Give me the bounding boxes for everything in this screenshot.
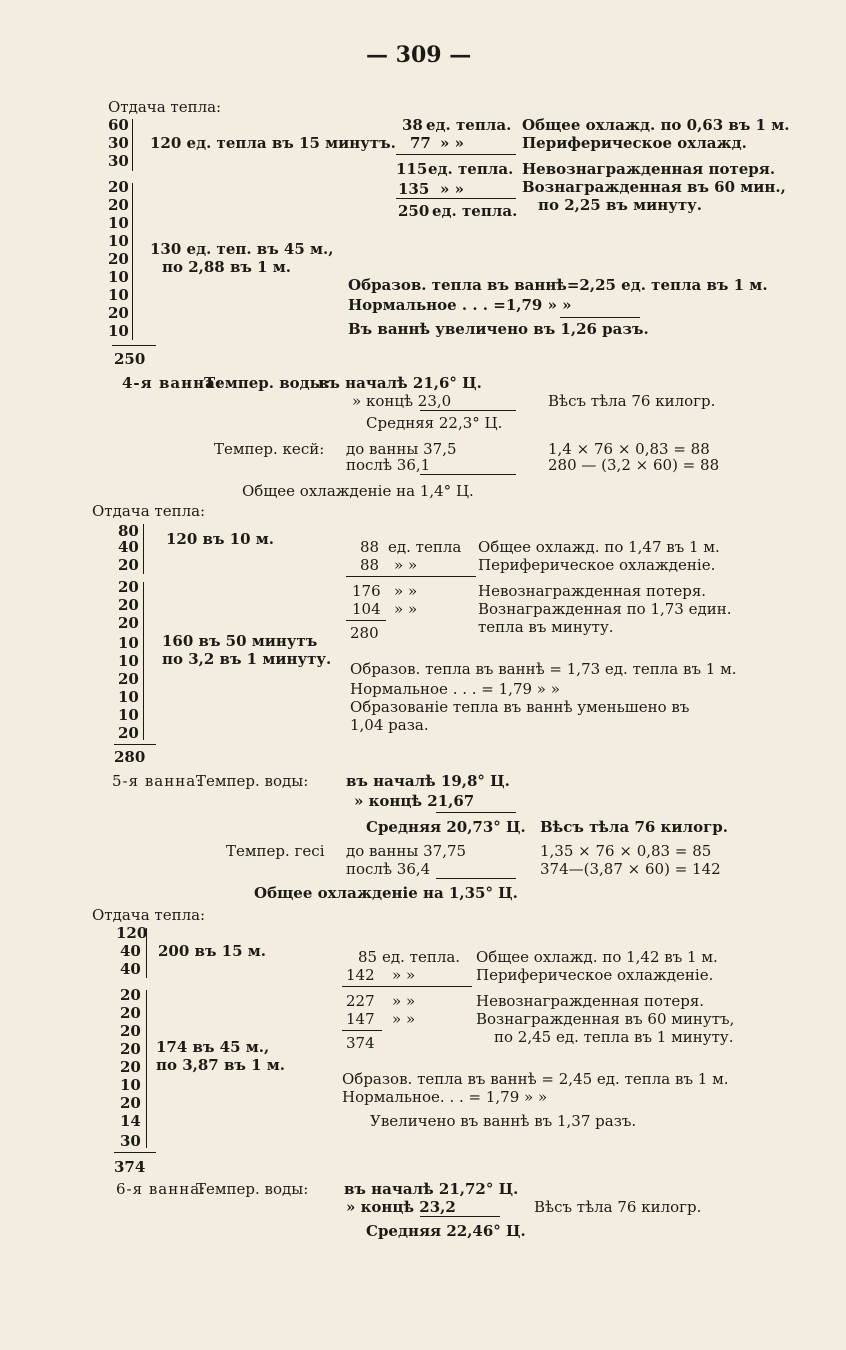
bath-title: 5-я ванна:: [112, 772, 203, 790]
calc-unit: » »: [392, 992, 416, 1010]
water-temp-start: въ началѣ 21,72° Ц.: [344, 1180, 519, 1198]
calc-desc: Общее охлажд. по 0,63 въ 1 м.: [522, 116, 790, 134]
left-value: 30: [108, 152, 129, 170]
body-weight: Вѣсъ тѣла 76 килогр.: [534, 1198, 702, 1216]
left-value: 20: [120, 1058, 141, 1076]
body-temp-after: послѣ 36,4: [346, 860, 431, 878]
heat-formation: Образов. тепла въ ваннѣ=2,25 ед. тепла въ 1 м.: [348, 276, 768, 294]
body-temp-label: Темпер. гесі: [226, 842, 325, 860]
left-value: 20: [108, 196, 129, 214]
calc-num: 88: [360, 538, 380, 556]
calc-num: 147: [346, 1010, 375, 1028]
calc-desc: Вознагражденная въ 60 мин.,: [522, 178, 786, 196]
water-temp-end: » концѣ 21,67: [354, 792, 475, 810]
rule: [420, 410, 516, 411]
calc-unit: » »: [394, 582, 418, 600]
calc-desc: Вознагражденная въ 60 минутъ,: [476, 1010, 735, 1028]
calc-desc: Периферическое охлажденіе.: [478, 556, 716, 574]
water-temp-end: » концѣ 23,0: [352, 392, 452, 410]
sum-rule: [346, 576, 476, 577]
formula: 1,4 × 76 × 0,83 = 88: [548, 440, 710, 458]
calc-num: 115: [396, 160, 428, 178]
bath-result: Въ ваннѣ увеличено въ 1,26 разъ.: [348, 320, 649, 338]
calc-unit: » »: [394, 556, 418, 574]
calc-num: 374: [346, 1034, 375, 1052]
sum-rule: [114, 744, 156, 745]
calc-desc: Невознагражденная потеря.: [522, 160, 776, 178]
bath-result: Увеличено въ ваннѣ въ 1,37 разъ.: [370, 1112, 637, 1130]
left-value: 10: [108, 286, 129, 304]
left-value: 20: [108, 178, 129, 196]
calc-unit: ед. тепла.: [382, 948, 461, 966]
calc-desc: тепла въ минуту.: [478, 618, 614, 636]
sum-rule: [342, 986, 472, 987]
left-value: 20: [120, 1004, 141, 1022]
calc-num: 85: [358, 948, 378, 966]
left-value: 10: [118, 706, 139, 724]
heat-normal: Нормальное. . . = 1,79 » »: [342, 1088, 548, 1106]
left-value: 10: [118, 652, 139, 670]
calc-unit: » »: [392, 1010, 416, 1028]
calc-num: 135: [398, 180, 430, 198]
heat-output-label: Отдача тепла:: [108, 98, 222, 116]
group-summary: по 2,88 въ 1 м.: [162, 258, 292, 276]
group-summary: 120 ед. тепла въ 15 минутъ.: [150, 134, 396, 152]
left-value: 40: [120, 960, 141, 978]
left-value: 10: [120, 1076, 141, 1094]
brace: [146, 928, 147, 978]
left-total: 280: [114, 748, 146, 766]
brace: [143, 582, 144, 740]
calc-unit: » »: [392, 966, 416, 984]
sum-rule: [346, 620, 386, 621]
left-value: 30: [120, 1132, 141, 1150]
left-value: 20: [118, 578, 139, 596]
calc-num: 176: [352, 582, 381, 600]
calc-unit: » »: [440, 134, 464, 152]
calc-num: 104: [352, 600, 381, 618]
calc-desc: Общее охлажд. по 1,47 въ 1 м.: [478, 538, 720, 556]
group-summary: по 3,2 въ 1 минуту.: [162, 650, 332, 668]
left-value: 20: [120, 1094, 141, 1112]
water-temp-label: Темпер. воды:: [196, 1180, 309, 1198]
heat-output-label: Отдача тепла:: [92, 906, 206, 924]
heat-formation: Образов. тепла въ ваннѣ = 1,73 ед. тепла въ 1 м.: [350, 660, 737, 678]
calc-desc: Вознагражденная по 1,73 един.: [478, 600, 732, 618]
water-temp-label: Темпер. воды:: [196, 772, 309, 790]
sum-rule: [342, 1030, 382, 1031]
group-summary: 160 въ 50 минутъ: [162, 632, 318, 650]
formula: 374—(3,87 × 60) = 142: [540, 860, 721, 878]
left-value: 80: [118, 522, 139, 540]
heat-normal: Нормальное . . . =1,79 » »: [348, 296, 572, 314]
calc-unit: ед. тепла.: [426, 116, 512, 134]
water-temp-end: » концѣ 23,2: [346, 1198, 456, 1216]
calc-desc: Невознагражденная потеря.: [478, 582, 707, 600]
left-value: 40: [120, 942, 141, 960]
calc-num: 77: [410, 134, 431, 152]
water-temp-start: въ началѣ 19,8° Ц.: [346, 772, 510, 790]
group-summary: 130 ед. теп. въ 45 м.,: [150, 240, 334, 258]
left-total: 250: [114, 350, 146, 368]
left-value: 20: [118, 556, 139, 574]
bath-title: 4-я ванна:: [122, 374, 223, 392]
left-value: 20: [120, 986, 141, 1004]
calc-unit: » »: [394, 600, 418, 618]
calc-desc: Периферическое охлажд.: [522, 134, 747, 152]
group-summary: по 3,87 въ 1 м.: [156, 1056, 286, 1074]
group-summary: 120 въ 10 м.: [166, 530, 275, 548]
calc-desc: Общее охлажд. по 1,42 въ 1 м.: [476, 948, 718, 966]
left-value: 20: [108, 304, 129, 322]
water-temp-start: въ началѣ 21,6° Ц.: [318, 374, 482, 392]
left-value: 10: [108, 214, 129, 232]
left-value: 10: [108, 232, 129, 250]
group-summary: 174 въ 45 м.,: [156, 1038, 270, 1056]
total-cooling: Общее охлажденіе на 1,4° Ц.: [242, 482, 474, 500]
sum-rule: [112, 345, 156, 346]
left-value: 20: [120, 1022, 141, 1040]
left-total: 374: [114, 1158, 146, 1176]
calc-desc: Периферическое охлажденіе.: [476, 966, 714, 984]
water-temp-avg: Средняя 20,73° Ц.: [366, 818, 526, 836]
body-weight: Вѣсъ тѣла 76 килогр.: [548, 392, 716, 410]
left-value: 20: [118, 670, 139, 688]
left-value: 10: [118, 634, 139, 652]
calc-unit: ед. тепла.: [428, 160, 514, 178]
rule: [560, 317, 640, 318]
calc-num: 38: [402, 116, 423, 134]
bath-result: Образованіе тепла въ ваннѣ уменьшено въ: [350, 698, 690, 716]
rule: [420, 474, 516, 475]
page-number: — 309 —: [366, 42, 472, 68]
bath-title: 6-я ванна:: [116, 1180, 207, 1198]
body-temp-before: до ванны 37,5: [346, 440, 457, 458]
calc-num: 280: [350, 624, 379, 642]
calc-unit: ед. тепла: [388, 538, 462, 556]
brace: [143, 524, 144, 574]
body-temp-before: до ванны 37,75: [346, 842, 467, 860]
heat-normal: Нормальное . . . = 1,79 » »: [350, 680, 560, 698]
sum-rule: [114, 1152, 156, 1153]
total-cooling: Общее охлажденіе на 1,35° Ц.: [254, 884, 518, 902]
sum-rule: [396, 154, 516, 155]
left-value: 20: [118, 614, 139, 632]
formula: 1,35 × 76 × 0,83 = 85: [540, 842, 712, 860]
calc-num: 142: [346, 966, 375, 984]
body-temp-label: Темпер. кесй:: [214, 440, 325, 458]
bath-result: 1,04 раза.: [350, 716, 429, 734]
left-value: 10: [108, 268, 129, 286]
brace: [132, 183, 133, 340]
brace: [146, 990, 147, 1148]
sum-rule: [396, 198, 516, 199]
calc-num: 227: [346, 992, 375, 1010]
group-summary: 200 въ 15 м.: [158, 942, 267, 960]
heat-formation: Образов. тепла въ ваннѣ = 2,45 ед. тепла въ 1 м.: [342, 1070, 729, 1088]
left-value: 10: [108, 322, 129, 340]
calc-desc: по 2,25 въ минуту.: [538, 196, 702, 214]
heat-output-label: Отдача тепла:: [92, 502, 206, 520]
calc-unit: ед. тепла.: [432, 202, 518, 220]
left-value: 14: [120, 1112, 141, 1130]
left-value: 20: [108, 250, 129, 268]
left-value: 30: [108, 134, 129, 152]
left-value: 60: [108, 116, 129, 134]
calc-desc: по 2,45 ед. тепла въ 1 минуту.: [494, 1028, 734, 1046]
left-value: 40: [118, 538, 139, 556]
calc-num: 88: [360, 556, 380, 574]
water-temp-avg: Средняя 22,46° Ц.: [366, 1222, 526, 1240]
left-value: 120: [116, 924, 148, 942]
calc-num: 250: [398, 202, 430, 220]
left-value: 20: [120, 1040, 141, 1058]
body-weight: Вѣсъ тѣла 76 килогр.: [540, 818, 728, 836]
left-value: 20: [118, 724, 139, 742]
formula: 280 — (3,2 × 60) = 88: [548, 456, 720, 474]
calc-desc: Невознагражденная потеря.: [476, 992, 705, 1010]
rule: [436, 878, 516, 879]
rule: [436, 812, 516, 813]
left-value: 20: [118, 596, 139, 614]
water-temp-avg: Средняя 22,3° Ц.: [366, 414, 503, 432]
brace: [132, 119, 133, 171]
left-value: 10: [118, 688, 139, 706]
rule: [420, 1216, 500, 1217]
water-temp-label: Темпер. воды:: [204, 374, 331, 392]
calc-unit: » »: [440, 180, 464, 198]
body-temp-after: послѣ 36,1: [346, 456, 431, 474]
